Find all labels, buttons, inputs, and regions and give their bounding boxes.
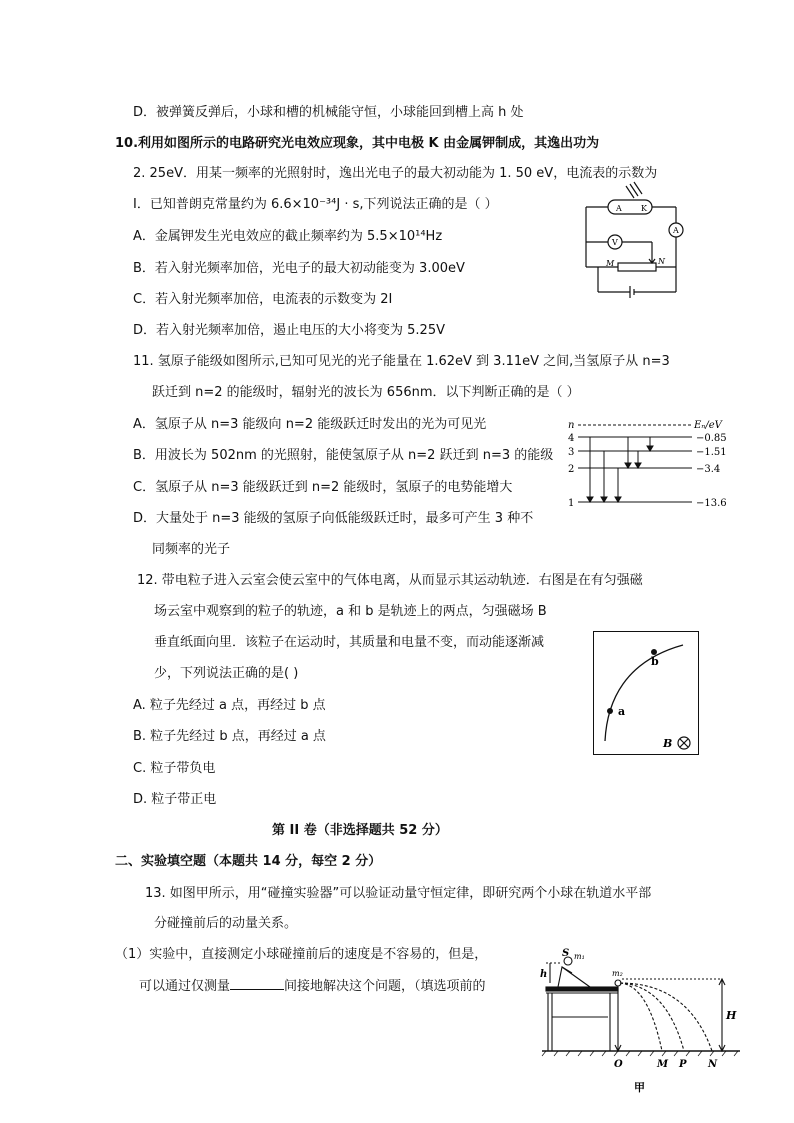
q9-option-d: D．被弹簧反弹后，小球和槽的机械能守恒，小球能回到槽上高 h 处 <box>133 105 524 120</box>
q12-stem-line2: 场云室中观察到的粒子的轨迹，a 和 b 是轨迹上的两点，匀强磁场 B <box>154 604 547 619</box>
level-3-n: 3 <box>568 447 575 458</box>
tube-label-a: A <box>616 204 622 213</box>
q13-part1-line2 <box>139 977 486 996</box>
q10-option-b: B．若入射光频率加倍，光电子的最大初动能变为 3.00eV <box>133 261 465 276</box>
q13-part1-line1: （1）实验中，直接测定小球碰撞前后的速度是不容易的，但是， <box>115 947 488 962</box>
q12-stem-line1: 12. 带电粒子进入云室会使云室中的气体电离，从而显示其运动轨迹．右图是在有匀强磁 <box>137 573 643 588</box>
q11-option-b: B．用波长为 502nm 的光照射，能使氢原子从 n=2 跃迁到 n=3 的能级 <box>133 448 554 463</box>
hydrogen-energy-level-figure <box>562 416 742 512</box>
rheostat-label-n: N <box>658 257 665 266</box>
cloud-chamber-track-figure <box>593 631 699 755</box>
q11-option-d-line1: D．大量处于 n=3 能级的氢原子向低能级跃迁时，最多可产生 3 种不 <box>133 511 534 526</box>
level-2-energy: −3.4 <box>696 464 721 475</box>
q11-option-c: C．氢原子从 n=3 能级跃迁到 n=2 能级时，氢原子的电势能增大 <box>133 480 513 495</box>
rheostat-label-m: M <box>606 259 615 268</box>
label-m2: m₂ <box>612 969 623 978</box>
q12-option-a: A. 粒子先经过 a 点，再经过 b 点 <box>133 698 326 713</box>
collision-apparatus-figure <box>538 945 744 1095</box>
point-a-dot <box>607 708 613 714</box>
level-n-header: n <box>568 420 575 431</box>
q12-option-b: B. 粒子先经过 b 点，再经过 a 点 <box>133 729 326 744</box>
q12-stem-line4: 少，下列说法正确的是( ) <box>154 666 299 681</box>
q10-stem-line2: 2. 25eV．用某一频率的光照射时，逸出光电子的最大初动能为 1. 50 eV，电流表的示数为 <box>133 166 658 181</box>
label-m: M <box>657 1059 669 1070</box>
field-b-label: B <box>663 737 673 750</box>
q13-answer-blank[interactable] <box>230 977 284 990</box>
label-n: N <box>708 1059 718 1070</box>
q13-part1-suffix: 间接地解决这个问题，（填选项前的 <box>284 979 486 994</box>
label-m1: m₁ <box>574 952 585 961</box>
point-a-label: a <box>618 705 626 718</box>
q10-option-d: D．若入射光频率加倍，遏止电压的大小将变为 5.25V <box>133 323 445 338</box>
q12-option-d: D. 粒子带正电 <box>133 792 217 807</box>
q11-stem-line1: 11. 氢原子能级如图所示,已知可见光的光子能量在 1.62eV 到 3.11eV 之间,当氢原子从 n=3 <box>133 354 670 369</box>
label-p: P <box>679 1059 687 1070</box>
section-two-heading: 二、实验填空题（本题共 14 分，每空 2 分） <box>115 854 382 869</box>
q10-option-c: C．若入射光频率加倍，电流表的示数变为 2I <box>133 292 393 307</box>
photoelectric-circuit-figure <box>578 180 690 302</box>
q13-stem-line2: 分碰撞前后的动量关系。 <box>154 916 298 931</box>
q12-stem-line3: 垂直纸面向里．该粒子在运动时，其质量和电量不变，而动能逐渐减 <box>154 635 545 650</box>
q11-option-d-line2: 同频率的光子 <box>152 542 231 557</box>
label-s: S <box>562 948 570 959</box>
label-o: O <box>614 1059 623 1070</box>
q11-option-a: A．氢原子从 n=3 能级向 n=2 能级跃迁时发出的光为可见光 <box>133 417 487 432</box>
q13-part1-prefix: 可以通过仅测量 <box>139 979 231 994</box>
particle-track <box>605 645 683 741</box>
figure-caption: 甲 <box>634 1081 645 1094</box>
q12-option-c: C. 粒子带负电 <box>133 761 216 776</box>
q13-stem-line1: 13. 如图甲所示，用“碰撞实验器”可以验证动量守恒定律，即研究两个小球在轨道水平部 <box>145 886 652 901</box>
label-big-h: H <box>726 1009 737 1022</box>
q10-option-a: A．金属钾发生光电效应的截止频率约为 5.5×10¹⁴Hz <box>133 229 443 244</box>
q10-stem-line1: 10.利用如图所示的电路研究光电效应现象，其中电极 K 由金属钾制成，其逸出功为 <box>115 136 600 151</box>
level-4-n: 4 <box>568 433 575 444</box>
level-1-energy: −13.6 <box>696 498 727 509</box>
label-h: h <box>540 969 548 980</box>
point-b-label: b <box>651 655 659 668</box>
level-1-n: 1 <box>568 498 575 509</box>
energy-unit-header: Eₙ/eV <box>694 420 722 431</box>
ammeter-label: A <box>673 226 679 235</box>
tube-label-k: K <box>641 204 647 213</box>
q10-stem-line3: I．已知普朗克常量约为 6.6×10⁻³⁴J · s,下列说法正确的是（ ） <box>133 197 498 212</box>
q11-stem-line2: 跃迁到 n=2 的能级时，辐射光的波长为 656nm．以下判断正确的是（ ） <box>152 385 580 400</box>
voltmeter-label: V <box>612 238 618 247</box>
level-4-energy: −0.85 <box>696 433 727 444</box>
part-two-title: 第 II 卷（非选择题共 52 分） <box>272 823 448 838</box>
field-into-page-icon <box>678 737 690 749</box>
level-3-energy: −1.51 <box>696 447 727 458</box>
level-2-n: 2 <box>568 464 575 475</box>
